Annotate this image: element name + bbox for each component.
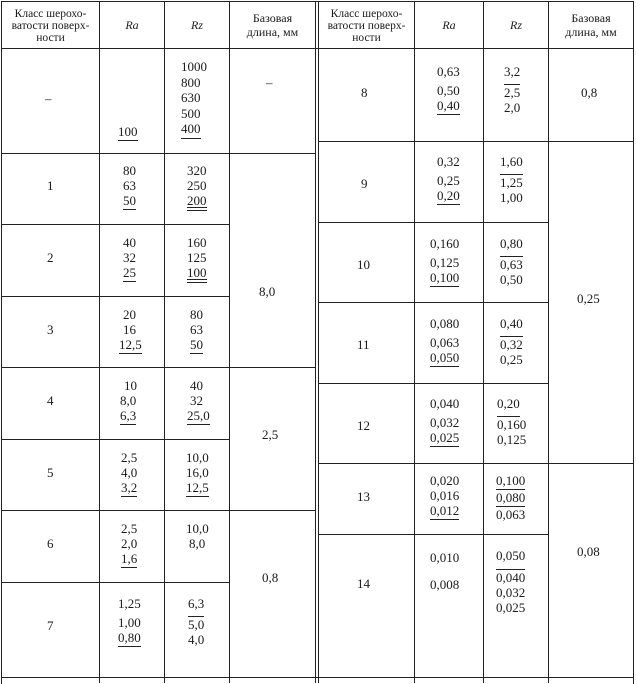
header-class-left: Класс шерохо- ватости поверх- ности <box>11 8 90 44</box>
base-cell: 0,08 <box>577 544 600 559</box>
class-cell: 9 <box>361 176 368 191</box>
base-cell: 8,0 <box>259 284 276 299</box>
ra-cell: 0,63 0,50 0,40 <box>437 64 460 113</box>
rz-cell: 80 63 50 <box>190 307 203 352</box>
ra-cell: 80 63 50 <box>123 163 136 208</box>
header-rz-right: Rz <box>510 18 522 32</box>
base-cell: – <box>266 75 273 90</box>
rz-cell: 0,20 0,160 0,125 <box>497 392 526 447</box>
class-cell: 2 <box>47 250 54 265</box>
class-cell: 7 <box>47 618 54 633</box>
rz-cell: 1000 800 630 500 400 <box>181 59 207 139</box>
rz-cell: 1,60 1,25 1,00 <box>500 150 523 205</box>
ra-cell: 2,5 4,0 3,2 <box>121 450 138 495</box>
rz-cell: 0,80 0,63 0,50 <box>500 232 523 287</box>
class-cell: 6 <box>47 536 54 551</box>
header-base-left: Базовая длина, мм <box>246 11 299 39</box>
class-cell: 5 <box>47 465 54 480</box>
ra-cell: 0,32 0,25 0,20 <box>437 154 460 203</box>
class-cell: 3 <box>47 322 54 337</box>
class-cell: 11 <box>357 337 370 352</box>
ra-cell: 100 <box>118 124 138 139</box>
ra-cell: 1,25 1,00 0,80 <box>118 596 141 645</box>
base-cell: 2,5 <box>262 427 279 442</box>
base-cell: 0,8 <box>262 570 279 585</box>
rz-cell: 10,0 8,0 <box>186 521 209 551</box>
base-cell: 0,25 <box>577 291 600 306</box>
rz-cell: 10,0 16,0 12,5 <box>186 450 209 495</box>
ra-cell: 20 16 12,5 <box>119 307 142 352</box>
header-base-right: Базовая длина, мм <box>565 11 617 39</box>
rz-cell: 0,40 0,32 0,25 <box>500 312 523 367</box>
class-cell: 4 <box>47 393 54 408</box>
class-cell: 8 <box>361 85 368 100</box>
ra-cell: 40 32 25 <box>123 235 136 280</box>
ra-cell: 2,5 2,0 1,6 <box>121 521 138 566</box>
ra-cell: 10 8,0 6,3 <box>120 378 137 423</box>
rz-cell: 40 32 25,0 <box>187 378 210 423</box>
rz-cell: 0,050 0,040 0,032 0,025 <box>496 544 525 615</box>
class-cell: 10 <box>357 257 370 272</box>
rz-cell: 0,100 0,080 0,063 <box>496 473 526 522</box>
class-cell: 1 <box>47 178 54 193</box>
ra-cell: 0,040 0,032 0,025 <box>430 396 460 445</box>
ra-cell: 0,160 0,125 0,100 <box>430 236 460 285</box>
class-cell: – <box>45 91 52 106</box>
header-ra-left: Ra <box>125 18 139 32</box>
rz-cell: 160 125 100 <box>187 235 207 283</box>
header-ra-right: Ra <box>442 18 456 32</box>
class-cell: 14 <box>357 576 370 591</box>
rz-cell: 320 250 200 <box>187 163 207 211</box>
class-cell: 12 <box>357 418 370 433</box>
ra-cell: 0,010 0,008 <box>430 550 460 592</box>
base-cell: 0,8 <box>581 85 598 100</box>
class-cell: 13 <box>357 489 370 504</box>
rz-cell: 6,3 5,0 4,0 <box>188 592 204 647</box>
ra-cell: 0,080 0,063 0,050 <box>430 316 460 365</box>
rz-cell: 3,2 2,5 2,0 <box>504 60 520 115</box>
ra-cell: 0,020 0,016 0,012 <box>430 473 460 518</box>
header-rz-left: Rz <box>191 18 203 32</box>
header-class-right: Класс шерохо- ватости поверх- ности <box>327 8 406 44</box>
